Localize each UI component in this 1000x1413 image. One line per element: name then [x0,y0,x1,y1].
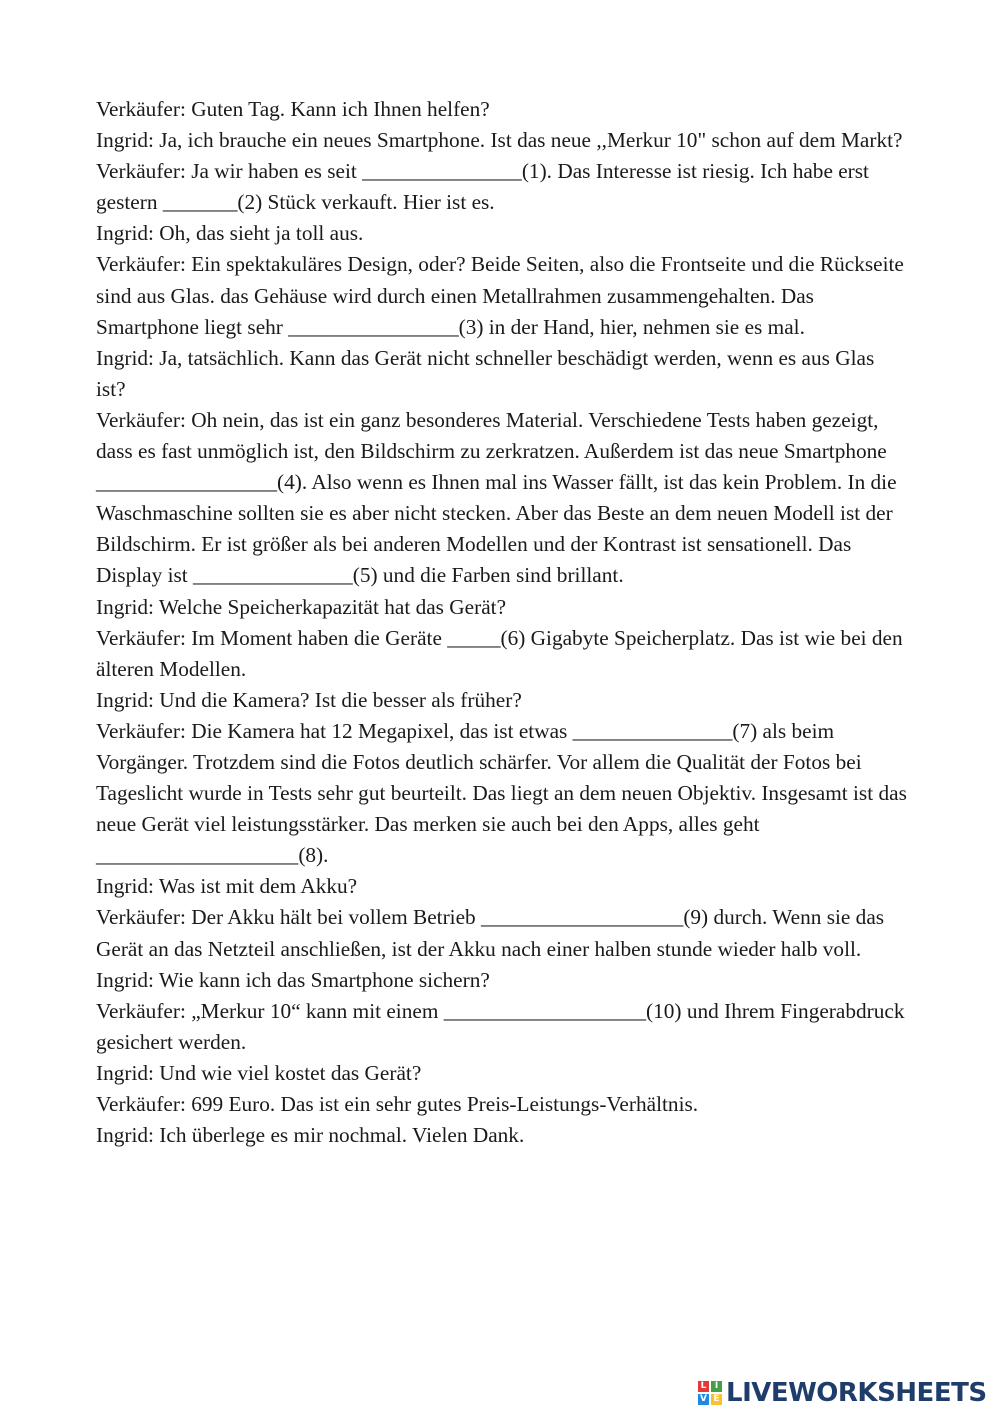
logo-mark-letter: L [698,1381,709,1392]
dialogue-line: Ingrid: Welche Speicherkapazität hat das Gerät? [96,594,507,619]
logo-text: LIVEWORKSHEETS [726,1378,987,1408]
dialogue-line: Ingrid: Ich überlege es mir nochmal. Vielen Dank. [96,1123,525,1148]
dialogue-line: Verkäufer: Ein spektakuläres Design, oder? Beide Seiten, also die Frontseite und die Rückseite sind aus Glas. das Gehäuse wird durch einen Metallrahmen zusammengehalten. Das Smartphone liegt sehr ________________(3) in der Hand, hier, nehmen sie es mal. [96,252,904,339]
liveworksheets-logo [698,1377,987,1409]
dialogue-line: Ingrid: Und wie viel kostet das Gerät? [96,1060,422,1085]
dialogue-line: Ingrid: Was ist mit dem Akku? [96,874,358,899]
dialogue-line: Ingrid: Ja, ich brauche ein neues Smartphone. Ist das neue ,,Merkur 10" schon auf dem Markt? [96,128,903,153]
dialogue-line: Ingrid: Wie kann ich das Smartphone sichern? [96,967,490,992]
dialogue-line: Ingrid: Ja, tatsächlich. Kann das Gerät nicht schneller beschädigt werden, wenn es aus Glas ist? [96,345,875,401]
logo-mark-letter: E [711,1394,722,1405]
dialogue-line: Verkäufer: Im Moment haben die Geräte _____(6) Gigabyte Speicherplatz. Das ist wie bei den älteren Modellen. [96,625,903,681]
logo-mark-letter: V [698,1394,709,1405]
dialogue-line: Verkäufer: Oh nein, das ist ein ganz besonderes Material. Verschiedene Tests haben gezeigt, dass es fast unmöglich ist, den Bildschirm zu zerkratzen. Außerdem ist das neue Smartphone _________________(4). Also wenn es Ihnen mal ins Wasser fällt, ist das kein Problem. In die Waschmaschine sollten sie es aber nicht stecken. Aber das Beste an dem neuen Modell ist der Bildschirm. Er ist größer als bei anderen Modellen und der Kontrast ist sensationell. Das Display ist _______________(5) und die Farben sind brillant. [96,407,897,588]
dialogue-line: Ingrid: Oh, das sieht ja toll aus. [96,221,364,246]
logo-mark-icon [698,1381,722,1405]
dialogue-line: Ingrid: Und die Kamera? Ist die besser als früher? [96,687,522,712]
dialogue-line: Verkäufer: Die Kamera hat 12 Megapixel, das ist etwas _______________(7) als beim Vorgänger. Trotzdem sind die Fotos deutlich schärfer. Vor allem die Qualität der Fotos bei Tageslicht wurde in Tests sehr gut beurteilt. Das liegt an dem neuen Objektiv. Insgesamt ist das neue Gerät viel leistungsstärker. Das merken sie auch bei den Apps, alles geht ___________________(8). [96,718,907,868]
dialogue-line: Verkäufer: Guten Tag. Kann ich Ihnen helfen? [96,97,490,121]
dialogue-line: Verkäufer: Der Akku hält bei vollem Betrieb ___________________(9) durch. Wenn sie das Gerät an das Netzteil anschließen, ist der Akku nach einer halben stunde wieder halb voll. [96,905,885,961]
dialogue-line: Verkäufer: Ja wir haben es seit _______________(1). Das Interesse ist riesig. Ich habe erst gestern _______(2) Stück verkauft. Hier ist es. [96,159,869,215]
dialogue-line: Verkäufer: 699 Euro. Das ist ein sehr gutes Preis-Leistungs-Verhältnis. [96,1092,699,1116]
logo-mark-letter: I [711,1381,722,1392]
dialogue-line: Verkäufer: „Merkur 10“ kann mit einem ___________________(10) und Ihrem Fingerabdruck gesichert werden. [96,998,905,1054]
dialogue-text [96,94,908,1151]
